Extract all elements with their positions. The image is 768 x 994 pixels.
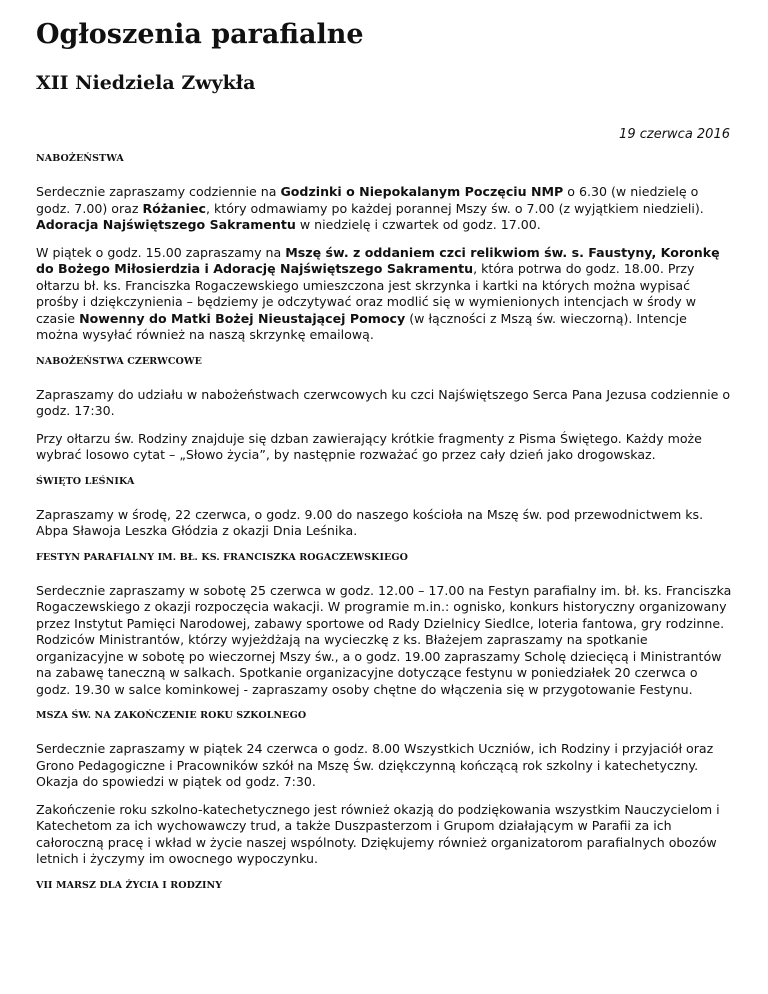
page-title: Ogłoszenia parafialne: [36, 19, 364, 50]
paragraph: Serdecznie zapraszamy codziennie na Godzinki o Niepokalanym Poczęciu NMP o 6.30 (w niedzielę o godz. 7.00) oraz Różaniec, który odmawiamy po każdej porannej Mszy św. o 7.00 (z wyjątkiem niedzieli). Adoracja Najświętszego Sakramentu w niedzielę i czwartek od godz. 17.00.: [36, 184, 704, 232]
paragraph: Serdecznie zapraszamy w sobotę 25 czerwca w godz. 12.00 – 17.00 na Festyn parafialny im. bł. ks. Franciszka Rogaczewskiego z okazji rozpoczęcia wakacji. W programie m.in.: ognisko, konkurs historyczny organizowany przez Instytut Pamięci Narodowej, zabawy sportowe od Rady Dzielnicy Siedlce, loteria fantowa, gry rodzinne. Rodziców Ministrantów, którzy wyjeżdżają na wycieczkę z ks. Błażejem zapraszamy na spotkanie organizacyjne w sobotę po wieczornej Mszy św., a o godz. 19.00 zapraszamy Scholę dziecięcą i Ministrantów na zabawę taneczną w salkach. Spotkanie organizacyjne dotyczące festynu w poniedziałek 20 czerwca o godz. 19.30 w salce kominkowej - zapraszamy osoby chętne do włączenia się w przygotowanie Festynu.: [36, 582, 732, 697]
announcement-date: 19 czerwca 2016: [619, 127, 730, 142]
paragraph: Zapraszamy do udziału w nabożeństwach czerwcowych ku czci Najświętszego Serca Pana Jezusa codziennie o godz. 17:30.: [36, 386, 731, 418]
paragraph: Zapraszamy w środę, 22 czerwca, o godz. 9.00 do naszego kościoła na Mszę św. pod przewodnictwem ks. Abpa Sławoja Leszka Głódzia z okazji Dnia Leśnika.: [36, 506, 704, 538]
section-heading-festyn: FESTYN PARAFIALNY IM. BŁ. KS. FRANCISZKA ROGACZEWSKIEGO: [36, 551, 408, 563]
section-heading-swieto-lesnika: ŚWIĘTO LEŚNIKA: [36, 475, 135, 487]
section-heading-czerwcowe: NABOŻEŃSTWA CZERWCOWE: [36, 355, 203, 367]
paragraph: Serdecznie zapraszamy w piątek 24 czerwca o godz. 8.00 Wszystkich Uczniów, ich Rodziny i przyjaciół oraz Grono Pedagogiczne i Pracowników szkół na Mszę Św. dziękczynną kończącą rok szkolny i katechetyczny. Okazja do spowiedzi w piątek od godz. 7:30.: [36, 741, 714, 789]
section-heading-nabozenstwa: NABOŻEŃSTWA: [36, 153, 124, 164]
section-heading-marsz: VII MARSZ DLA ŻYCIA I RODZINY: [36, 879, 223, 891]
paragraph: W piątek o godz. 15.00 zapraszamy na Mszę św. z oddaniem czci relikwiom św. s. Faustyny, Koronkę do Bożego Miłosierdzia i Adorację Najświętszego Sakramentu, która potrwa do godz. 18.00. Przy ołtarzu bł. ks. Franciszka Rogaczewskiego umieszczona jest skrzynka i kartki na których można wypisać prośby i dziękczynienia – będziemy je odczytywać oraz modlić się w wymienionych intencjach w środy w czasie Nowenny do Matki Bożej Nieustającej Pomocy (w łączności z Mszą św. wieczorną). Intencje można wysyłać również na naszą skrzynkę emailową.: [36, 244, 720, 342]
paragraph: Zakończenie roku szkolno-katechetycznego jest również okazją do podziękowania wszystkim Nauczycielom i Katechetom za ich wychowawczy trud, a także Duszpasterzom i Grupom działającym w Parafii za ich całoroczną pracę i wkład w życie naszej wspólnoty. Dziękujemy również organizatorom parafialnych obozów letnich i życzymy im owocnego wypoczynku.: [36, 801, 720, 866]
page-subtitle: XII Niedziela Zwykła: [36, 72, 256, 94]
paragraph: Przy ołtarzu św. Rodziny znajduje się dzban zawierający krótkie fragmenty z Pisma Świętego. Każdy może wybrać losowo cytat – „Słowo życia”, by następnie rozważać go przez cały dzień jako drogowskaz.: [36, 430, 702, 462]
section-heading-msza-zakonczenie: MSZA ŚW. NA ZAKOŃCZENIE ROKU SZKOLNEGO: [36, 710, 307, 721]
